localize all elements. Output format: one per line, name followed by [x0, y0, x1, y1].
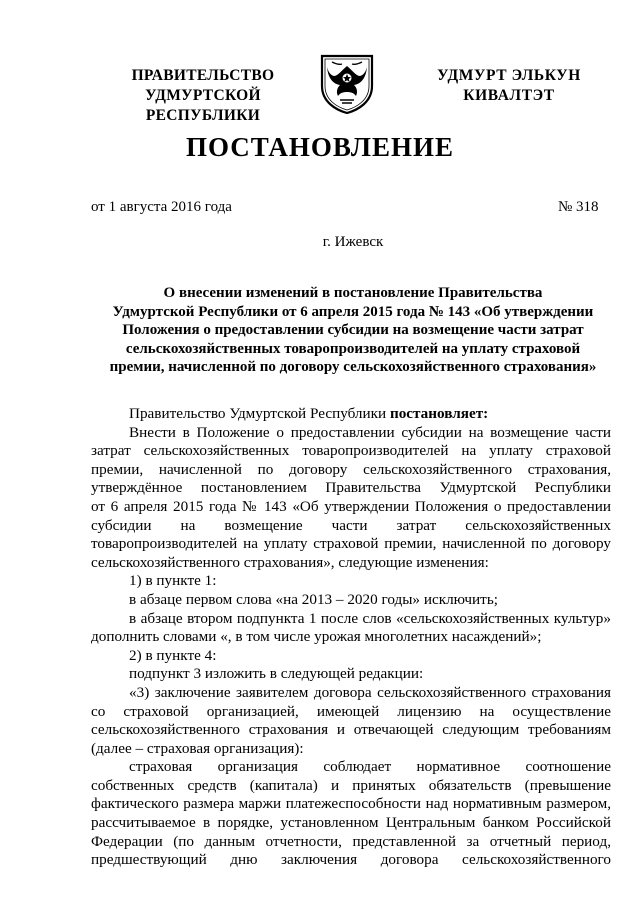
- body-line: «3) заключение заявителем договора сельскохозяйственного страхования: [129, 683, 611, 701]
- gov-line-1: ПРАВИТЕЛЬСТВО: [131, 67, 275, 84]
- body-line: сельскохозяйственного страхования и отвечающей следующим требованиям: [91, 721, 611, 739]
- body-line: затрат сельскохозяйственных товаропроизводителей на уплату страховой: [91, 442, 611, 460]
- body-line: Федерации (по данным отчетности, представленной за отчетный период,: [91, 832, 611, 850]
- gov-udm-line-2: КИВАЛТЭТ: [463, 87, 555, 104]
- body-line: страховая организация соблюдает нормативное соотношение: [129, 758, 611, 776]
- body-line: 1) в пункте 1:: [129, 572, 217, 590]
- heading-line: Положения о предоставлении субсидии на возмещение части затрат: [122, 322, 584, 338]
- heading-line: О внесении изменений в постановление Правительства: [163, 285, 543, 301]
- government-name-russian: [88, 66, 318, 126]
- intro-bold: постановляет:: [389, 405, 489, 422]
- body-line: премии, начисленной по договору сельскохозяйственного страхования,: [91, 460, 611, 478]
- intro-line: [91, 405, 611, 424]
- body-line: в абзаце первом слова «на 2013 – 2020 годы» исключить;: [129, 590, 498, 608]
- document-city: г. Ижевск: [322, 234, 384, 250]
- coat-of-arms-icon: [318, 52, 376, 114]
- body-line: дополнить словами «, в том числе урожая многолетних насаждений»;: [91, 628, 542, 646]
- heading-line: премии, начисленной по договору сельскохозяйственного страхования»: [109, 359, 597, 375]
- body-line: собственных средств (капитала) и принятых обязательств (превышение: [91, 776, 611, 794]
- body-line: Внести в Положение о предоставлении субсидии на возмещение части: [129, 423, 611, 441]
- heading-line: сельскохозяйственных товаропроизводителей на уплату страховой: [125, 340, 581, 357]
- body-line: предшествующий дню заключения договора сельскохозяйственного: [91, 851, 611, 869]
- body-line: (далее – страховая организация):: [91, 739, 304, 757]
- body-line: фактического размера маржи платежеспособности над нормативным размером,: [91, 795, 611, 813]
- government-name-udmurt: [424, 66, 594, 106]
- document-number: № 318: [558, 199, 599, 215]
- gov-udm-line-1: УДМУРТ ЭЛЬКУН: [437, 67, 581, 84]
- body-line: товаропроизводителей на уплату страховой премии, начисленной по договору: [91, 535, 611, 553]
- body-line: сельскохозяйственного страхования», следующие изменения:: [91, 553, 489, 571]
- document-heading: [93, 284, 613, 377]
- gov-line-2: УДМУРТСКОЙ РЕСПУБЛИКИ: [145, 87, 261, 124]
- body-line: 2) в пункте 4:: [129, 646, 217, 664]
- body-line: рассчитываемое в порядке, установленном Центральным банком Российской: [91, 814, 611, 832]
- body-line: со страховой организацией, имеющей лицензию на осуществление: [91, 702, 611, 720]
- body-line: субсидии на возмещение части затрат сельскохозяйственных: [91, 516, 611, 534]
- body-line: подпункт 3 изложить в следующей редакции:: [129, 665, 424, 683]
- body-line: утверждённое постановлением Правительства Удмуртской Республики: [91, 479, 611, 497]
- document-body: [91, 405, 611, 870]
- body-line: в абзаце втором подпункта 1 после слов «сельскохозяйственных культур»: [129, 609, 611, 627]
- document-date: от 1 августа 2016 года: [91, 199, 232, 215]
- document-type: ПОСТАНОВЛЕНИЕ: [185, 132, 455, 162]
- heading-line: Удмуртской Республики от 6 апреля 2015 года № 143 «Об утверждении: [112, 303, 594, 320]
- intro-text: Правительство Удмуртской Республики: [129, 405, 390, 422]
- body-line: от 6 апреля 2015 года № 143 «Об утверждении Положения о предоставлении: [91, 497, 611, 515]
